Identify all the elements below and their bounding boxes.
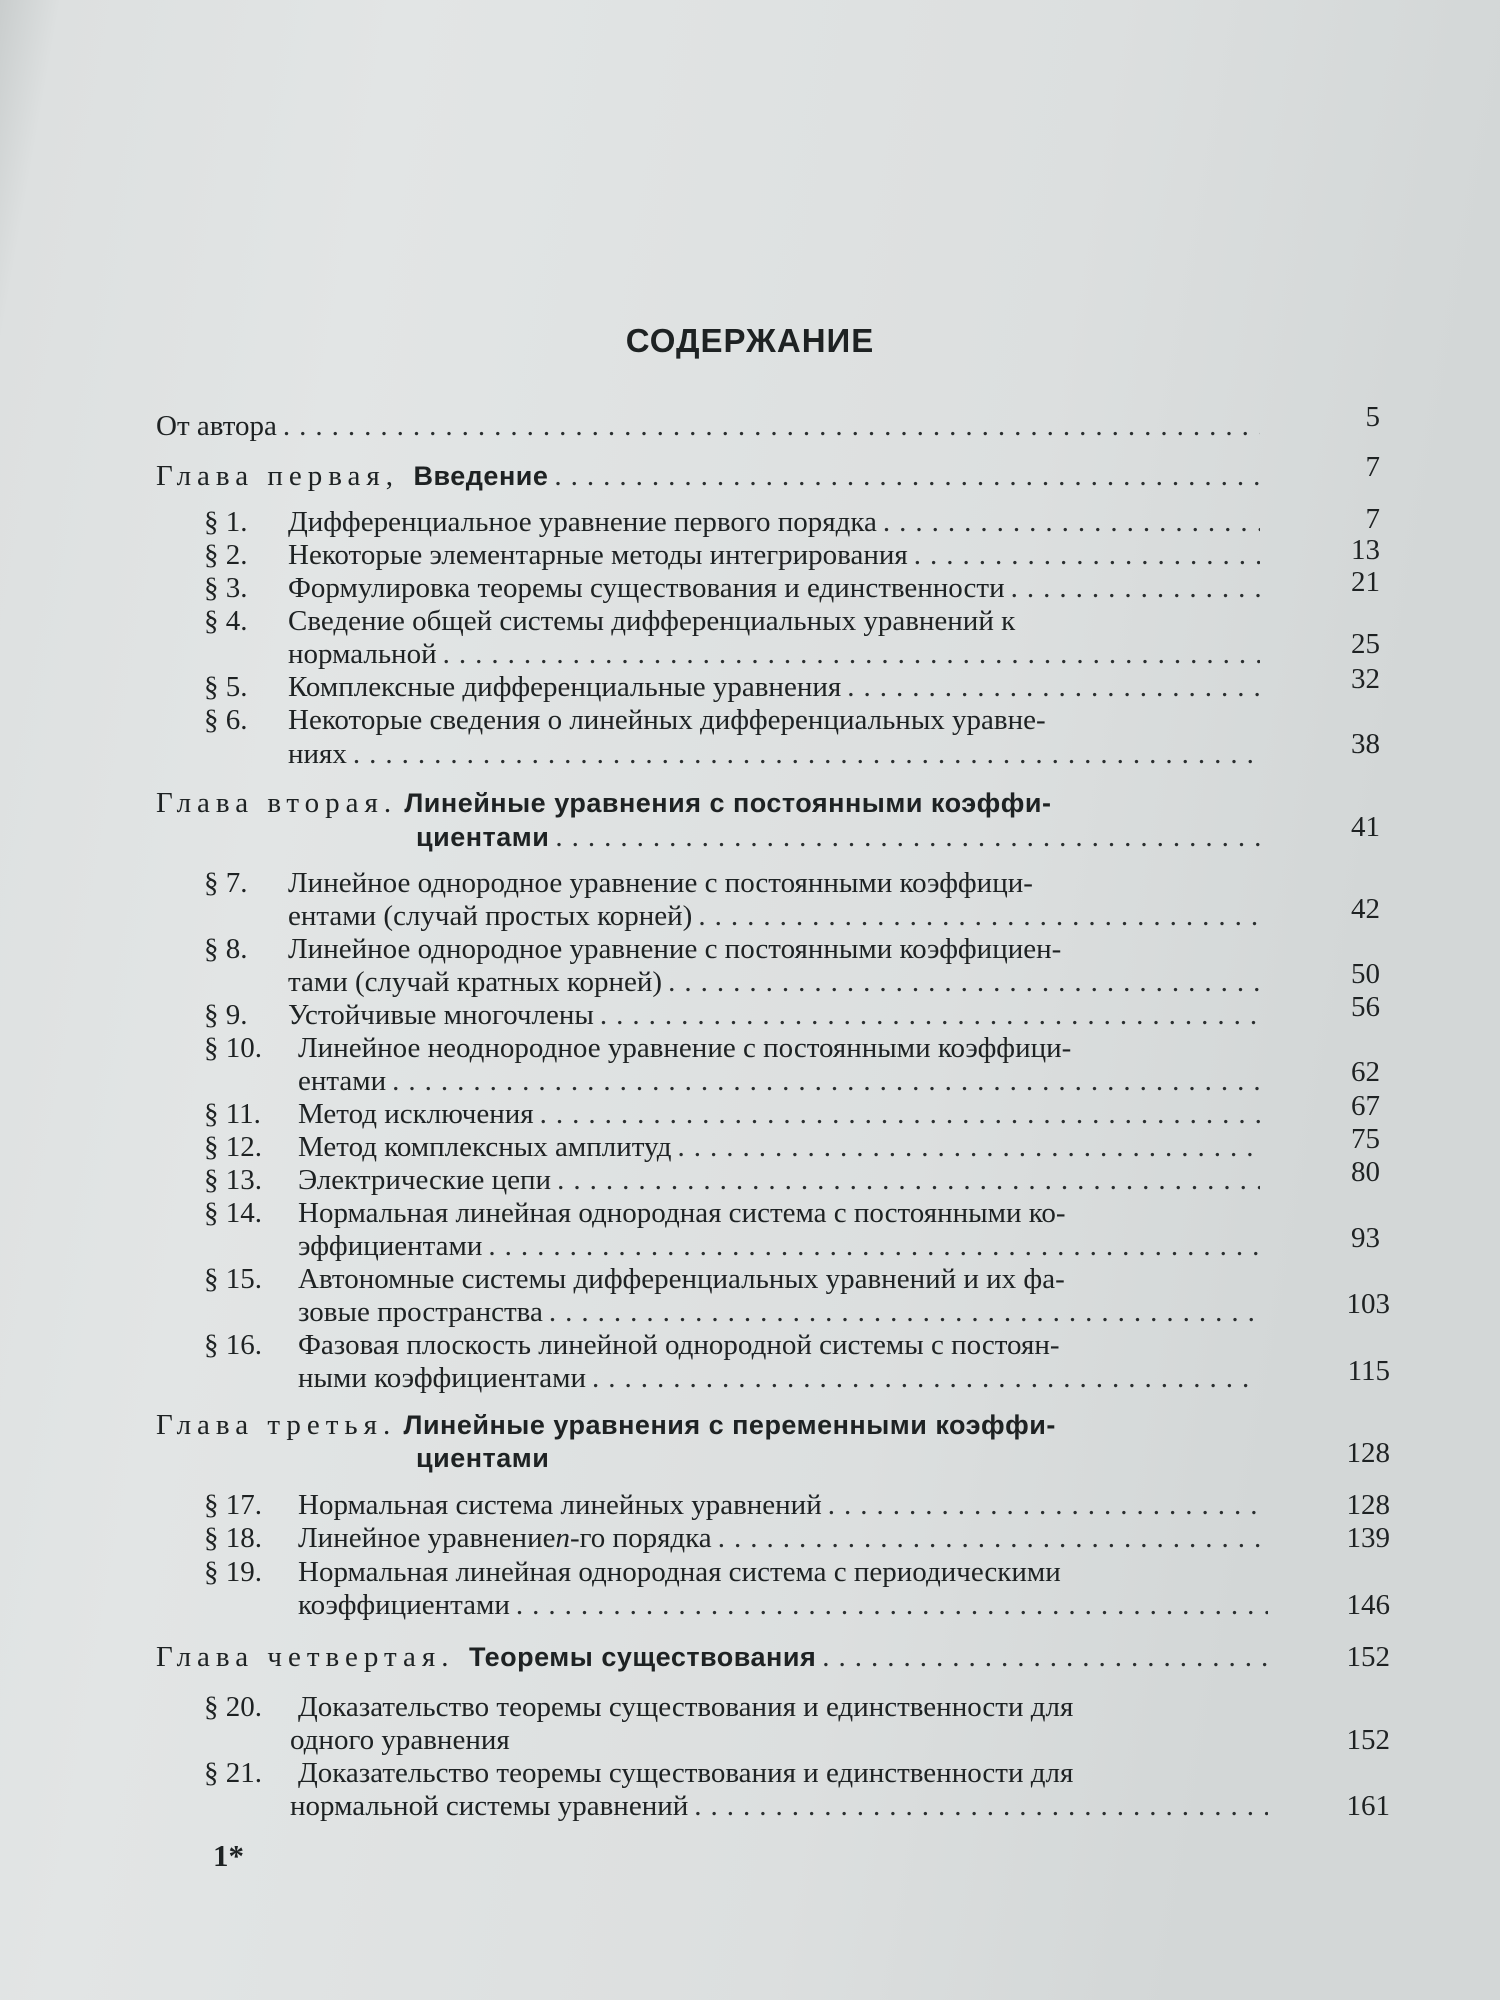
page-number: 146 [1346,1589,1390,1621]
toc-section-1: § 1. Дифференциальное уравнение первого порядка ..... [204,505,1266,539]
page-number: 13 [1351,534,1380,566]
leader-dots [822,1640,1268,1674]
page-number: 139 [1346,1522,1390,1554]
toc-section-20: § 20. Доказательство теоремы существования и единственности для [204,1691,1074,1723]
toc-section-20-cont: одного уравнения [290,1724,510,1756]
page-number: 42 [1351,893,1380,925]
toc-section-21: § 21. Доказательство теоремы существования и единственности для [204,1757,1074,1789]
leader-dots [914,538,1260,572]
leader-dots [600,998,1260,1032]
toc-section-8-cont: тами (случай кратных корней) ..... [288,965,1266,999]
leader-dots [488,1229,1260,1263]
page-number: 161 [1346,1790,1390,1822]
toc-section-12: § 12. Метод комплексных амплитуд ..... [204,1130,1266,1164]
toc-section-19-cont: коэффициентами ..... [298,1588,1274,1622]
leader-dots [353,737,1260,771]
page-number: 93 [1351,1222,1380,1254]
toc-section-14: § 14. Нормальная линейная однородная система с постоянными ко- [204,1197,1066,1229]
toc-section-15-cont: зовые пространства ..... [298,1295,1266,1329]
toc-section-4: § 4. Сведение общей системы дифференциальных уравнений к [204,605,1016,637]
leader-dots [694,1789,1268,1823]
page-number: 7 [1365,451,1380,483]
toc-section-21-cont: нормальной системы уравнений ..... [290,1789,1274,1823]
leader-dots [677,1130,1260,1164]
page-number: 128 [1346,1437,1390,1469]
toc-chapter-3-cont: циентами [416,1443,550,1473]
toc-chapter-2-cont: циентами ..... [416,820,1266,854]
toc-section-19: § 19. Нормальная линейная однородная система с периодическими [204,1556,1061,1588]
page-number: 80 [1351,1156,1380,1188]
toc-section-15: § 15. Автономные системы дифференциальных уравнений и их фа- [204,1263,1065,1295]
leader-dots [883,505,1260,539]
page-number: 75 [1351,1123,1380,1155]
toc-chapter-3: Глава третья. Линейные уравнения с переменными коэффи- [156,1409,1056,1441]
leader-dots [718,1521,1268,1555]
toc-section-6: § 6. Некоторые сведения о линейных дифференциальных уравне- [204,704,1046,736]
toc-section-11: § 11. Метод исключения ..... [204,1097,1266,1131]
signature-mark: 1* [213,1838,244,1873]
toc-section-16: § 16. Фазовая плоскость линейной однородной системы с постоян- [204,1329,1060,1361]
page-number: 103 [1346,1288,1390,1320]
toc-entry-preface: От автора ..... [156,409,1266,443]
toc-section-16-cont: ными коэффициентами ..... [298,1361,1266,1395]
toc-chapter-2: Глава вторая. Линейные уравнения с постоянными коэффи- [156,787,1052,819]
toc-section-14-cont: эффициентами ..... [298,1229,1266,1263]
page-number: 38 [1351,728,1380,760]
page-number: 56 [1351,991,1380,1023]
page-number: 128 [1346,1489,1390,1521]
page-number: 62 [1351,1056,1380,1088]
toc-chapter-4: Глава четвертая. Теоремы существования ..... [156,1640,1274,1674]
toc-section-2: § 2. Некоторые элементарные методы интегрирования ..... [204,538,1266,572]
leader-dots [283,409,1260,443]
leader-dots [847,670,1260,704]
page-number: 21 [1351,566,1380,598]
leader-dots [516,1588,1268,1622]
leader-dots [443,637,1260,671]
page-number: 152 [1346,1724,1390,1756]
page-number: 152 [1346,1641,1390,1673]
toc-section-8: § 8. Линейное однородное уравнение с постоянными коэффициен- [204,933,1062,965]
leader-dots [554,459,1260,493]
page-number: 50 [1351,958,1380,990]
toc-section-13: § 13. Электрические цепи ..... [204,1163,1266,1197]
page-number: 41 [1351,811,1380,843]
toc-section-6-cont: ниях ..... [288,737,1266,771]
leader-dots [592,1361,1260,1395]
toc-section-5: § 5. Комплексные дифференциальные уравнения ..... [204,670,1266,704]
leader-dots [392,1064,1260,1098]
leader-dots [557,1163,1260,1197]
toc-section-10-cont: ентами ..... [298,1064,1266,1098]
toc-section-17: § 17. Нормальная система линейных уравнений ..... [204,1488,1274,1522]
leader-dots [549,1295,1260,1329]
page-number: 67 [1351,1090,1380,1122]
page-number: 7 [1365,503,1380,535]
leader-dots [555,820,1260,854]
page-number: 25 [1351,628,1380,660]
page-number: 115 [1347,1355,1390,1387]
toc-chapter-1: Глава первая, Введение ..... [156,459,1266,493]
page-number: 32 [1351,663,1380,695]
leader-dots [828,1488,1268,1522]
leader-dots [540,1097,1260,1131]
leader-dots [668,965,1260,999]
toc-section-4-cont: нормальной ..... [288,637,1266,671]
toc-section-7-cont: ентами (случай простых корней) ..... [288,899,1266,933]
page-title: СОДЕРЖАНИЕ [625,322,875,359]
leader-dots [698,899,1260,933]
toc-section-10: § 10. Линейное неоднородное уравнение с постоянными коэффици- [204,1032,1072,1064]
toc-section-7: § 7. Линейное однородное уравнение с постоянными коэффици- [204,867,1033,899]
toc-section-9: § 9. Устойчивые многочлены ..... [204,998,1266,1032]
toc-section-3: § 3. Формулировка теоремы существования и единственности ..... [204,571,1266,605]
leader-dots [1011,571,1260,605]
toc-section-18: § 18. Линейное уравнение n -го порядка ..... [204,1521,1274,1555]
page-number: 5 [1365,401,1380,433]
